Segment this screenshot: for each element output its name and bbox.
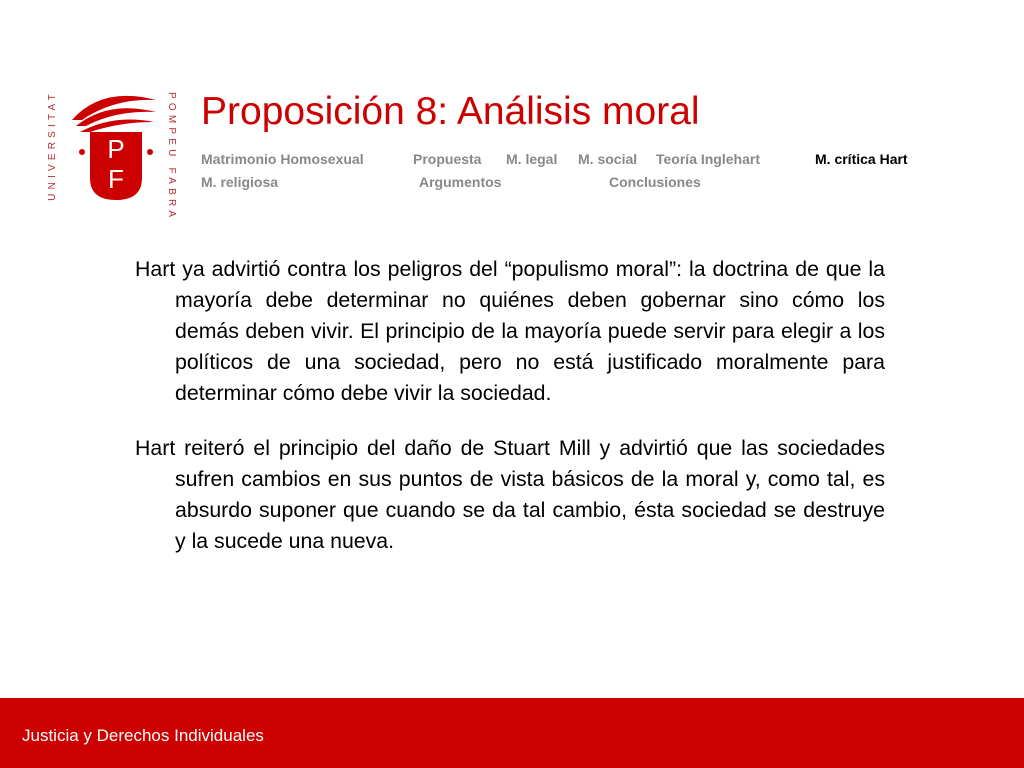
nav-m-critica-hart[interactable]: M. crítica Hart xyxy=(815,151,908,167)
nav-conclusiones[interactable]: Conclusiones xyxy=(609,174,701,190)
logo-letter-p: P xyxy=(107,134,125,164)
logo-arc-1 xyxy=(72,96,156,120)
upf-logo-emblem xyxy=(44,86,184,210)
logo-dot-right xyxy=(147,149,153,155)
logo-letter-f: F xyxy=(108,164,124,194)
nav-m-social[interactable]: M. social xyxy=(578,151,638,167)
nav-m-religiosa[interactable]: M. religiosa xyxy=(201,174,279,190)
footer-title: Justicia y Derechos Individuales xyxy=(22,726,264,745)
logo-dot-left xyxy=(79,149,85,155)
paragraph-principio-dano: Hart reiteró el principio del daño de Stuart Mill y advirtió que las sociedades sufren cambios en sus puntos de vista básicos de la moral y, como tal, es absurdo suponer que cuando se da tal cambio, ésta sociedad se destruye y la sucede una nueva. xyxy=(135,436,885,553)
footer-bar xyxy=(0,698,1024,768)
nav-m-legal[interactable]: M. legal xyxy=(506,151,558,167)
logo-text-universitat: UNIVERSITAT xyxy=(47,90,58,201)
nav-argumentos[interactable]: Argumentos xyxy=(419,174,502,190)
upf-logo xyxy=(44,86,184,210)
nav-propuesta[interactable]: Propuesta xyxy=(413,151,482,167)
nav-matrimonio-homosexual[interactable]: Matrimonio Homosexual xyxy=(201,151,364,167)
paragraph-populismo-moral: Hart ya advirtió contra los peligros del “populismo moral”: la doctrina de que la mayoría debe determinar no quiénes deben gobernar sino cómo los demás deben vivir. El principio de la mayoría puede servir para elegir a los políticos de una sociedad, pero no está justificado moralmente para determinar cómo debe vivir la sociedad. xyxy=(135,257,885,405)
logo-text-pompeu-fabra: POMPEU FABRA xyxy=(166,92,177,222)
slide-content xyxy=(135,254,885,581)
nav-teoria-inglehart[interactable]: Teoría Inglehart xyxy=(656,151,760,167)
page-title: Proposición 8: Análisis moral xyxy=(201,90,700,133)
